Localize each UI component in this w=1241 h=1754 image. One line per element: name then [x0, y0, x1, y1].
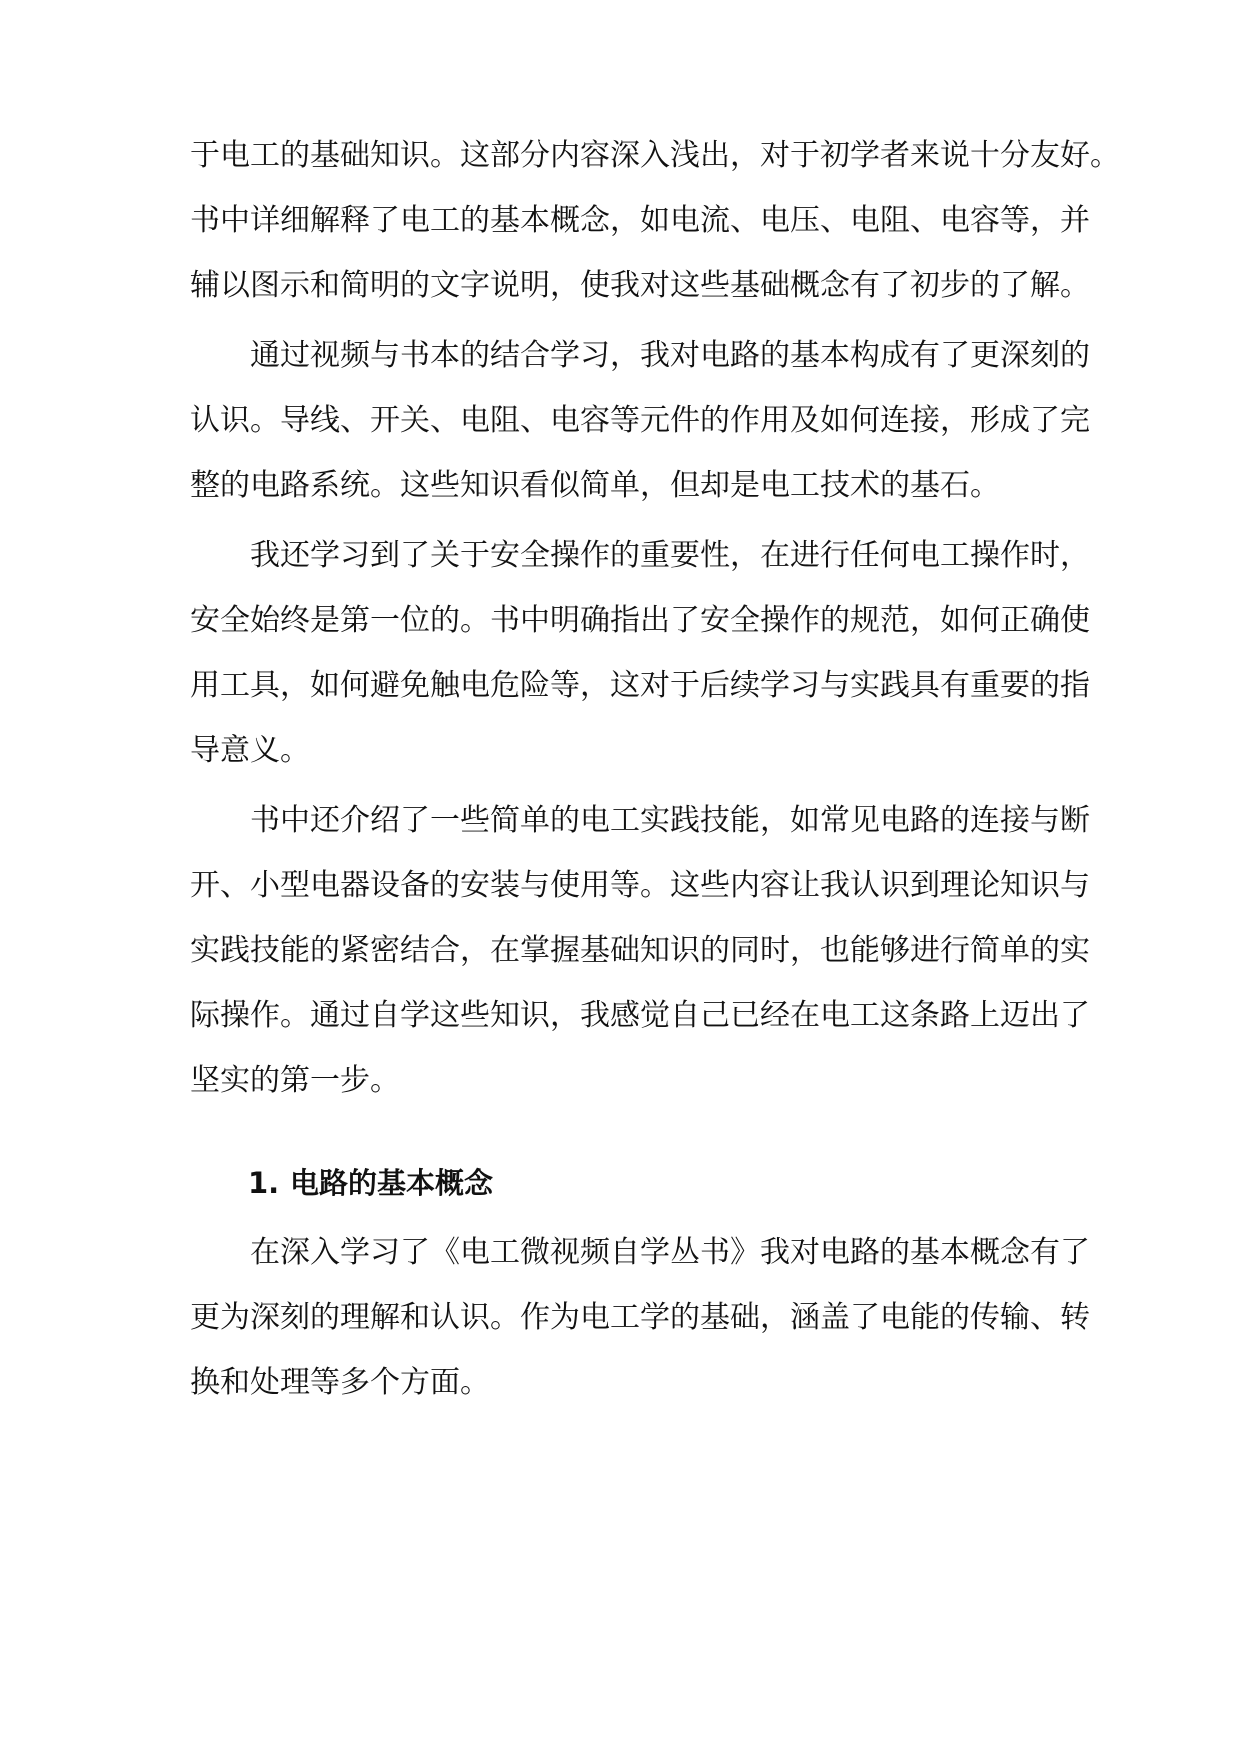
paragraph-2-line-2: 认识。导线、开关、电阻、电容等元件的作用及如何连接，形成了完 [190, 403, 1090, 438]
paragraph-3-line-4: 导意义。 [190, 733, 310, 768]
paragraph-2-line-3: 整的电路系统。这些知识看似简单，但却是电工技术的基石。 [190, 468, 1000, 503]
section-paragraph-line-2: 更为深刻的理解和认识。作为电工学的基础，涵盖了电能的传输、转 [190, 1300, 1090, 1335]
section-heading-number: 1. [248, 1166, 280, 1200]
section-paragraph-line-1: 在深入学习了《电工微视频自学丛书》我对电路的基本概念有了 [250, 1235, 1090, 1270]
section-heading-title: 电路的基本概念 [290, 1166, 494, 1200]
paragraph-4-line-3: 实践技能的紧密结合，在掌握基础知识的同时，也能够进行简单的实 [190, 933, 1090, 968]
paragraph-3-line-1: 我还学习到了关于安全操作的重要性，在进行任何电工操作时， [250, 538, 1090, 573]
section-paragraph-line-3: 换和处理等多个方面。 [190, 1365, 490, 1400]
paragraph-4-line-1: 书中还介绍了一些简单的电工实践技能，如常见电路的连接与断 [250, 803, 1090, 838]
paragraph-4-line-2: 开、小型电器设备的安装与使用等。这些内容让我认识到理论知识与 [190, 868, 1090, 903]
paragraph-3-line-2: 安全始终是第一位的。书中明确指出了安全操作的规范，如何正确使 [190, 603, 1090, 638]
section-heading [248, 1158, 493, 1208]
paragraph-1-line-2: 书中详细解释了电工的基本概念，如电流、电压、电阻、电容等，并 [190, 203, 1090, 238]
paragraph-1-line-1: 于电工的基础知识。这部分内容深入浅出，对于初学者来说十分友好。 [190, 138, 1120, 173]
paragraph-3-line-3: 用工具，如何避免触电危险等，这对于后续学习与实践具有重要的指 [190, 668, 1090, 703]
paragraph-1-line-3: 辅以图示和简明的文字说明，使我对这些基础概念有了初步的了解。 [190, 268, 1090, 303]
paragraph-4-line-5: 坚实的第一步。 [190, 1063, 400, 1098]
paragraph-2-line-1: 通过视频与书本的结合学习，我对电路的基本构成有了更深刻的 [250, 338, 1090, 373]
paragraph-4-line-4: 际操作。通过自学这些知识，我感觉自己已经在电工这条路上迈出了 [190, 998, 1090, 1033]
